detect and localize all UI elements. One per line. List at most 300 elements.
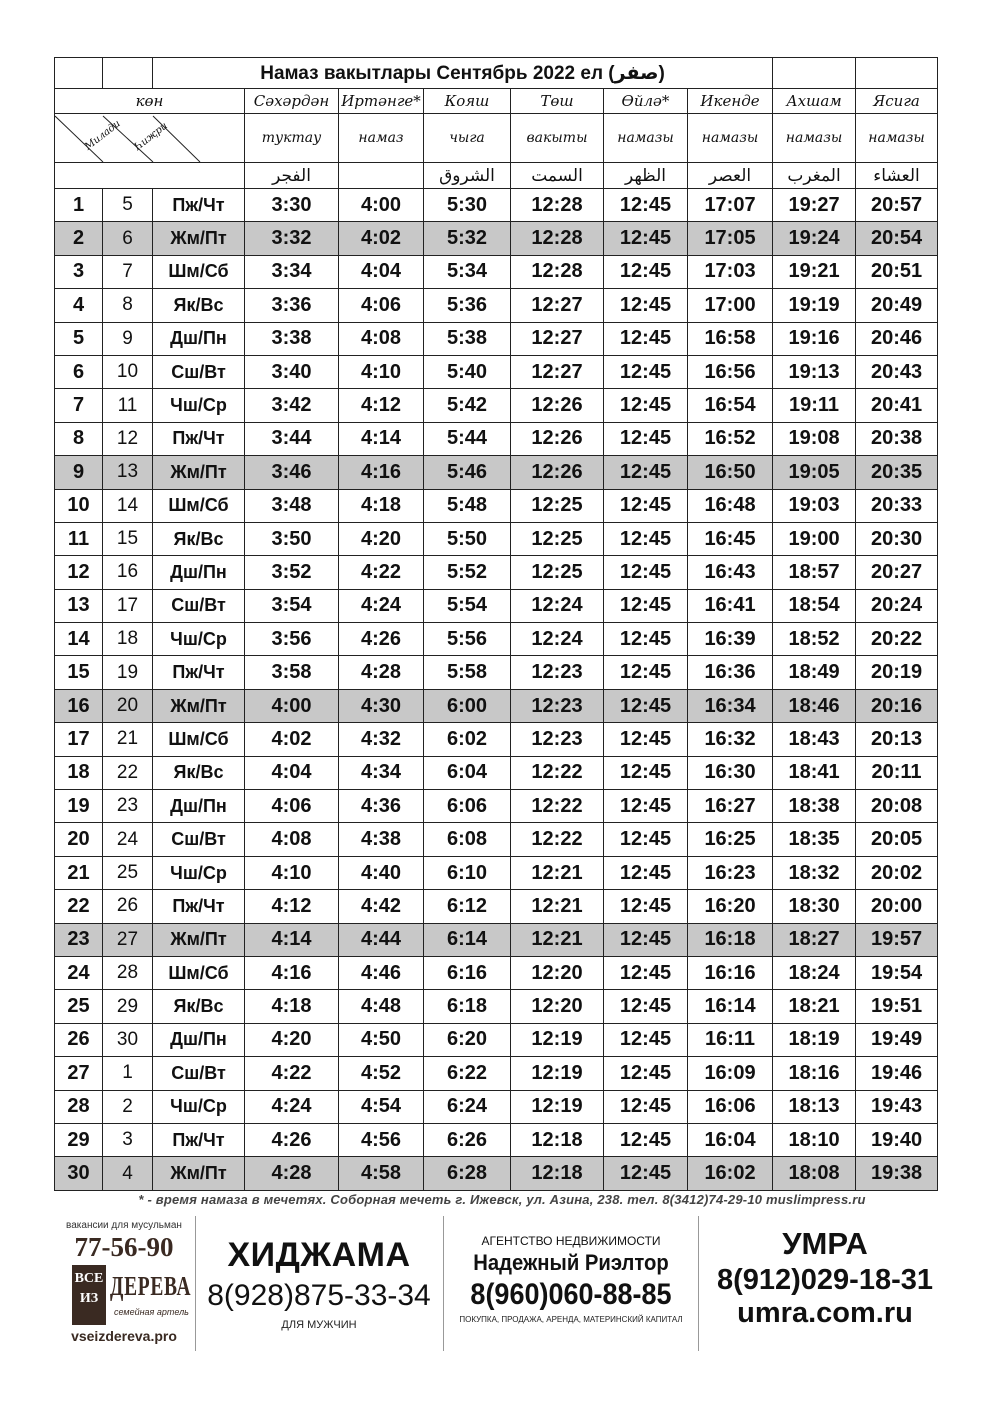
prayer-time: 20:33 bbox=[856, 489, 938, 522]
prayer-time: 18:52 bbox=[773, 623, 856, 656]
weekday: Жм/Пт bbox=[153, 689, 245, 722]
prayer-time: 16:20 bbox=[688, 890, 773, 923]
prayer-time: 5:30 bbox=[424, 189, 511, 222]
prayer-time: 12:27 bbox=[511, 289, 604, 322]
table-row bbox=[55, 689, 1000, 722]
hijri-day: 7 bbox=[103, 255, 153, 288]
prayer-time: 12:26 bbox=[511, 456, 604, 489]
vseizdereva-logo bbox=[54, 1265, 194, 1325]
prayer-time: 5:36 bbox=[424, 289, 511, 322]
prayer-time: 3:52 bbox=[245, 556, 339, 589]
prayer-time: 12:45 bbox=[604, 422, 688, 455]
table-row bbox=[55, 790, 1000, 823]
ad2-title: ХИДЖАМА bbox=[227, 1236, 411, 1274]
hijri-day: 21 bbox=[103, 723, 153, 756]
prayer-time: 16:02 bbox=[688, 1157, 773, 1190]
prayer-time: 6:18 bbox=[424, 990, 511, 1023]
prayer-time: 6:28 bbox=[424, 1157, 511, 1190]
prayer-time: 19:38 bbox=[856, 1157, 938, 1190]
hijri-day: 16 bbox=[103, 556, 153, 589]
prayer-time: 4:10 bbox=[339, 355, 424, 388]
prayer-time: 19:40 bbox=[856, 1123, 938, 1156]
col-header-name: Төш bbox=[511, 89, 604, 114]
prayer-time: 5:32 bbox=[424, 222, 511, 255]
miladi-day: 30 bbox=[55, 1157, 103, 1190]
col-header-sub: намаз bbox=[339, 114, 424, 163]
prayer-time: 6:24 bbox=[424, 1090, 511, 1123]
empty-cell bbox=[773, 58, 856, 89]
hijri-day: 18 bbox=[103, 623, 153, 656]
prayer-time: 5:42 bbox=[424, 389, 511, 422]
prayer-time: 19:08 bbox=[773, 422, 856, 455]
col-header-sub: намазы bbox=[688, 114, 773, 163]
prayer-time: 4:38 bbox=[339, 823, 424, 856]
weekday: Шм/Сб bbox=[153, 255, 245, 288]
prayer-time: 4:32 bbox=[339, 723, 424, 756]
weekday: Жм/Пт bbox=[153, 456, 245, 489]
prayer-time: 17:03 bbox=[688, 255, 773, 288]
prayer-time: 18:21 bbox=[773, 990, 856, 1023]
weekday: Сш/Вт bbox=[153, 1057, 245, 1090]
hijri-day: 9 bbox=[103, 322, 153, 355]
prayer-time: 12:23 bbox=[511, 723, 604, 756]
prayer-time: 3:48 bbox=[245, 489, 339, 522]
table-row bbox=[55, 589, 1000, 622]
prayer-time: 18:46 bbox=[773, 689, 856, 722]
prayer-time: 18:24 bbox=[773, 956, 856, 989]
prayer-time: 16:45 bbox=[688, 522, 773, 555]
table-row bbox=[55, 255, 1000, 288]
prayer-time: 4:24 bbox=[339, 589, 424, 622]
miladi-day: 2 bbox=[55, 222, 103, 255]
weekday: Дш/Пн bbox=[153, 1023, 245, 1056]
calendar-type-header bbox=[55, 114, 245, 163]
prayer-time: 4:04 bbox=[339, 255, 424, 288]
col-header-name: Ахшам bbox=[773, 89, 856, 114]
table-row bbox=[55, 656, 1000, 689]
prayer-time: 4:22 bbox=[339, 556, 424, 589]
prayer-time: 12:45 bbox=[604, 623, 688, 656]
table-row bbox=[55, 856, 1000, 889]
prayer-time: 6:08 bbox=[424, 823, 511, 856]
prayer-time: 20:19 bbox=[856, 656, 938, 689]
prayer-time: 18:49 bbox=[773, 656, 856, 689]
prayer-time: 6:12 bbox=[424, 890, 511, 923]
prayer-time: 16:32 bbox=[688, 723, 773, 756]
hijri-day: 12 bbox=[103, 422, 153, 455]
ad1-site: vseizdereva.pro bbox=[71, 1328, 177, 1344]
table-title: Намаз вакытлары Сентябрь 2022 ел (صفر) bbox=[153, 58, 773, 89]
table-row bbox=[55, 189, 1000, 222]
prayer-time: 6:04 bbox=[424, 756, 511, 789]
weekday: Як/Вс bbox=[153, 990, 245, 1023]
prayer-time: 4:46 bbox=[339, 956, 424, 989]
prayer-time: 12:45 bbox=[604, 189, 688, 222]
table-row bbox=[55, 456, 1000, 489]
prayer-time: 12:45 bbox=[604, 1157, 688, 1190]
table-row bbox=[55, 556, 1000, 589]
prayer-time: 19:24 bbox=[773, 222, 856, 255]
miladi-day: 29 bbox=[55, 1123, 103, 1156]
prayer-time: 5:48 bbox=[424, 489, 511, 522]
prayer-time: 12:45 bbox=[604, 756, 688, 789]
empty-cell bbox=[55, 163, 245, 189]
prayer-time: 4:20 bbox=[245, 1023, 339, 1056]
prayer-time: 12:45 bbox=[604, 1057, 688, 1090]
ad3-agency: АГЕНТСТВО НЕДВИЖИМОСТИ bbox=[481, 1234, 661, 1248]
prayer-time: 12:45 bbox=[604, 589, 688, 622]
weekday: Жм/Пт bbox=[153, 1157, 245, 1190]
weekday: Пж/Чт bbox=[153, 1123, 245, 1156]
prayer-time: 16:54 bbox=[688, 389, 773, 422]
ad1-vacancy-text: вакансии для мусульман bbox=[66, 1220, 182, 1231]
prayer-time: 5:40 bbox=[424, 355, 511, 388]
prayer-time: 20:02 bbox=[856, 856, 938, 889]
weekday: Чш/Ср bbox=[153, 856, 245, 889]
prayer-time: 18:19 bbox=[773, 1023, 856, 1056]
prayer-time: 12:27 bbox=[511, 355, 604, 388]
weekday: Сш/Вт bbox=[153, 589, 245, 622]
miladi-day: 11 bbox=[55, 522, 103, 555]
miladi-day: 23 bbox=[55, 923, 103, 956]
prayer-time: 12:45 bbox=[604, 1090, 688, 1123]
prayer-time: 12:19 bbox=[511, 1057, 604, 1090]
prayer-time: 5:38 bbox=[424, 322, 511, 355]
prayer-time: 16:34 bbox=[688, 689, 773, 722]
miladi-day: 20 bbox=[55, 823, 103, 856]
prayer-time: 12:28 bbox=[511, 189, 604, 222]
prayer-time: 3:30 bbox=[245, 189, 339, 222]
hijri-day: 22 bbox=[103, 756, 153, 789]
table-row bbox=[55, 1057, 1000, 1090]
ad2-phone: 8(928)875-33-34 bbox=[207, 1279, 431, 1312]
table-row bbox=[55, 522, 1000, 555]
prayer-time: 16:27 bbox=[688, 790, 773, 823]
prayer-time: 12:26 bbox=[511, 422, 604, 455]
weekday: Шм/Сб bbox=[153, 956, 245, 989]
prayer-time: 12:45 bbox=[604, 355, 688, 388]
prayer-time: 20:51 bbox=[856, 255, 938, 288]
prayer-time: 4:22 bbox=[245, 1057, 339, 1090]
prayer-time: 16:39 bbox=[688, 623, 773, 656]
prayer-time: 4:18 bbox=[339, 489, 424, 522]
hijri-day: 11 bbox=[103, 389, 153, 422]
table-row bbox=[55, 1123, 1000, 1156]
ad-vseizdereva bbox=[54, 1216, 194, 1351]
empty-cell bbox=[55, 58, 103, 89]
prayer-time: 12:18 bbox=[511, 1123, 604, 1156]
hijri-day: 3 bbox=[103, 1123, 153, 1156]
prayer-time: 18:35 bbox=[773, 823, 856, 856]
prayer-time: 19:51 bbox=[856, 990, 938, 1023]
hijri-label: Һиҗри bbox=[133, 120, 170, 153]
prayer-time: 12:21 bbox=[511, 890, 604, 923]
table-row bbox=[55, 1090, 1000, 1123]
prayer-time: 3:42 bbox=[245, 389, 339, 422]
col-header-arabic: المغرب bbox=[773, 163, 856, 189]
hijri-day: 14 bbox=[103, 489, 153, 522]
prayer-time: 18:30 bbox=[773, 890, 856, 923]
prayer-time: 12:27 bbox=[511, 322, 604, 355]
prayer-time: 12:28 bbox=[511, 222, 604, 255]
prayer-time: 12:22 bbox=[511, 790, 604, 823]
col-header-arabic: الفجر bbox=[245, 163, 339, 189]
miladi-day: 13 bbox=[55, 589, 103, 622]
weekday: Дш/Пн bbox=[153, 322, 245, 355]
table-row bbox=[55, 355, 1000, 388]
prayer-time: 12:45 bbox=[604, 522, 688, 555]
miladi-day: 18 bbox=[55, 756, 103, 789]
hijri-day: 29 bbox=[103, 990, 153, 1023]
prayer-time: 12:24 bbox=[511, 589, 604, 622]
prayer-time: 12:28 bbox=[511, 255, 604, 288]
weekday: Чш/Ср bbox=[153, 389, 245, 422]
miladi-day: 17 bbox=[55, 723, 103, 756]
prayer-time: 16:23 bbox=[688, 856, 773, 889]
ad4-title: УМРА bbox=[782, 1226, 868, 1261]
prayer-time: 12:45 bbox=[604, 689, 688, 722]
miladi-day: 28 bbox=[55, 1090, 103, 1123]
prayer-time: 12:45 bbox=[604, 723, 688, 756]
prayer-time: 4:56 bbox=[339, 1123, 424, 1156]
prayer-time: 3:32 bbox=[245, 222, 339, 255]
prayer-time: 18:43 bbox=[773, 723, 856, 756]
prayer-time: 19:49 bbox=[856, 1023, 938, 1056]
ad3-name: Надежный Риэлтор bbox=[473, 1250, 669, 1275]
miladi-day: 1 bbox=[55, 189, 103, 222]
col-header-sub: вакыты bbox=[511, 114, 604, 163]
prayer-time: 12:23 bbox=[511, 656, 604, 689]
col-header-arabic bbox=[339, 163, 424, 189]
prayer-time: 5:46 bbox=[424, 456, 511, 489]
prayer-time: 18:54 bbox=[773, 589, 856, 622]
prayer-time: 12:45 bbox=[604, 389, 688, 422]
prayer-time: 19:16 bbox=[773, 322, 856, 355]
col-header-arabic: الشروق bbox=[424, 163, 511, 189]
logo-mid-text: ИЗ bbox=[79, 1291, 99, 1306]
col-header-sub: намазы bbox=[856, 114, 938, 163]
weekday: Пж/Чт bbox=[153, 890, 245, 923]
hijri-day: 20 bbox=[103, 689, 153, 722]
weekday: Жм/Пт bbox=[153, 222, 245, 255]
prayer-time: 5:44 bbox=[424, 422, 511, 455]
ads-section bbox=[54, 1216, 950, 1356]
prayer-time: 16:09 bbox=[688, 1057, 773, 1090]
table-row bbox=[55, 422, 1000, 455]
prayer-time: 19:03 bbox=[773, 489, 856, 522]
weekday: Пж/Чт bbox=[153, 189, 245, 222]
prayer-time: 6:06 bbox=[424, 790, 511, 823]
prayer-time: 12:25 bbox=[511, 522, 604, 555]
col-header-arabic: الظهر bbox=[604, 163, 688, 189]
prayer-time: 20:05 bbox=[856, 823, 938, 856]
ad1-phone: 77-56-90 bbox=[74, 1232, 174, 1262]
prayer-time: 20:16 bbox=[856, 689, 938, 722]
prayer-time: 17:07 bbox=[688, 189, 773, 222]
hijri-day: 27 bbox=[103, 923, 153, 956]
weekday: Шм/Сб bbox=[153, 723, 245, 756]
prayer-time: 4:12 bbox=[339, 389, 424, 422]
prayer-time: 12:20 bbox=[511, 990, 604, 1023]
table-row bbox=[55, 322, 1000, 355]
prayer-time: 4:06 bbox=[245, 790, 339, 823]
ad-divider bbox=[443, 1216, 444, 1351]
col-header-sub: чыга bbox=[424, 114, 511, 163]
miladi-day: 25 bbox=[55, 990, 103, 1023]
prayer-time: 4:14 bbox=[339, 422, 424, 455]
prayer-time: 4:16 bbox=[245, 956, 339, 989]
col-header-sub: туктау bbox=[245, 114, 339, 163]
prayer-time: 4:44 bbox=[339, 923, 424, 956]
table-row bbox=[55, 1157, 1000, 1190]
prayer-time: 4:06 bbox=[339, 289, 424, 322]
prayer-time: 19:27 bbox=[773, 189, 856, 222]
prayer-time: 12:23 bbox=[511, 689, 604, 722]
table-row bbox=[55, 823, 1000, 856]
hijri-day: 30 bbox=[103, 1023, 153, 1056]
prayer-time: 20:38 bbox=[856, 422, 938, 455]
prayer-time: 16:18 bbox=[688, 923, 773, 956]
prayer-time: 20:13 bbox=[856, 723, 938, 756]
prayer-time: 6:16 bbox=[424, 956, 511, 989]
weekday: Сш/Вт bbox=[153, 823, 245, 856]
miladi-day: 27 bbox=[55, 1057, 103, 1090]
prayer-time: 4:18 bbox=[245, 990, 339, 1023]
hijri-day: 6 bbox=[103, 222, 153, 255]
prayer-time: 12:45 bbox=[604, 656, 688, 689]
prayer-time: 12:45 bbox=[604, 322, 688, 355]
prayer-time: 12:45 bbox=[604, 856, 688, 889]
prayer-time: 12:20 bbox=[511, 956, 604, 989]
prayer-time: 4:42 bbox=[339, 890, 424, 923]
prayer-time: 6:26 bbox=[424, 1123, 511, 1156]
prayer-time: 3:34 bbox=[245, 255, 339, 288]
table-row bbox=[55, 222, 1000, 255]
prayer-time: 19:54 bbox=[856, 956, 938, 989]
prayer-time: 18:27 bbox=[773, 923, 856, 956]
hijri-day: 17 bbox=[103, 589, 153, 622]
miladi-day: 3 bbox=[55, 255, 103, 288]
table-row bbox=[55, 389, 1000, 422]
prayer-time: 19:21 bbox=[773, 255, 856, 288]
ad3-phone: 8(960)060-88-85 bbox=[470, 1278, 672, 1311]
ad-umra bbox=[700, 1216, 950, 1351]
weekday: Пж/Чт bbox=[153, 422, 245, 455]
prayer-time: 12:22 bbox=[511, 823, 604, 856]
prayer-time: 5:56 bbox=[424, 623, 511, 656]
hijri-day: 10 bbox=[103, 355, 153, 388]
prayer-time: 12:45 bbox=[604, 823, 688, 856]
prayer-time: 16:56 bbox=[688, 355, 773, 388]
prayer-time: 16:41 bbox=[688, 589, 773, 622]
prayer-schedule-table bbox=[54, 57, 1000, 1191]
prayer-time: 6:02 bbox=[424, 723, 511, 756]
prayer-time: 3:54 bbox=[245, 589, 339, 622]
hijri-day: 8 bbox=[103, 289, 153, 322]
hijri-day: 25 bbox=[103, 856, 153, 889]
prayer-time: 18:13 bbox=[773, 1090, 856, 1123]
prayer-time: 16:30 bbox=[688, 756, 773, 789]
prayer-time: 12:26 bbox=[511, 389, 604, 422]
prayer-time: 16:14 bbox=[688, 990, 773, 1023]
prayer-time: 5:52 bbox=[424, 556, 511, 589]
col-header-name: Кояш bbox=[424, 89, 511, 114]
prayer-time: 18:57 bbox=[773, 556, 856, 589]
prayer-time: 4:26 bbox=[245, 1123, 339, 1156]
prayer-time: 20:35 bbox=[856, 456, 938, 489]
ad2-subtitle: ДЛЯ МУЖЧИН bbox=[281, 1319, 357, 1331]
prayer-time: 4:20 bbox=[339, 522, 424, 555]
prayer-time: 12:45 bbox=[604, 890, 688, 923]
hijri-day: 24 bbox=[103, 823, 153, 856]
col-header-sub: намазы bbox=[773, 114, 856, 163]
prayer-time: 12:18 bbox=[511, 1157, 604, 1190]
prayer-time: 5:58 bbox=[424, 656, 511, 689]
prayer-time: 6:10 bbox=[424, 856, 511, 889]
prayer-time: 20:41 bbox=[856, 389, 938, 422]
prayer-time: 20:08 bbox=[856, 790, 938, 823]
prayer-time: 4:28 bbox=[245, 1157, 339, 1190]
prayer-time: 17:00 bbox=[688, 289, 773, 322]
prayer-time: 20:22 bbox=[856, 623, 938, 656]
hijri-day: 28 bbox=[103, 956, 153, 989]
prayer-time: 4:58 bbox=[339, 1157, 424, 1190]
prayer-time: 4:00 bbox=[245, 689, 339, 722]
prayer-time: 4:26 bbox=[339, 623, 424, 656]
prayer-time: 16:04 bbox=[688, 1123, 773, 1156]
prayer-time: 4:14 bbox=[245, 923, 339, 956]
prayer-time: 12:45 bbox=[604, 1123, 688, 1156]
miladi-day: 5 bbox=[55, 322, 103, 355]
prayer-time: 4:16 bbox=[339, 456, 424, 489]
prayer-time: 4:28 bbox=[339, 656, 424, 689]
col-header-name: Икенде bbox=[688, 89, 773, 114]
prayer-time: 3:46 bbox=[245, 456, 339, 489]
hijri-day: 23 bbox=[103, 790, 153, 823]
prayer-time: 12:21 bbox=[511, 856, 604, 889]
miladi-day: 21 bbox=[55, 856, 103, 889]
miladi-day: 24 bbox=[55, 956, 103, 989]
logo-word: ДЕРЕВА bbox=[110, 1271, 192, 1301]
prayer-time: 4:34 bbox=[339, 756, 424, 789]
miladi-day: 10 bbox=[55, 489, 103, 522]
hijri-day: 19 bbox=[103, 656, 153, 689]
col-header-sub: намазы bbox=[604, 114, 688, 163]
prayer-time: 12:24 bbox=[511, 623, 604, 656]
prayer-time: 12:25 bbox=[511, 489, 604, 522]
prayer-time: 20:11 bbox=[856, 756, 938, 789]
prayer-time: 3:36 bbox=[245, 289, 339, 322]
prayer-time: 18:08 bbox=[773, 1157, 856, 1190]
table-row bbox=[55, 1023, 1000, 1056]
prayer-time: 16:06 bbox=[688, 1090, 773, 1123]
miladi-day: 26 bbox=[55, 1023, 103, 1056]
hijri-day: 1 bbox=[103, 1057, 153, 1090]
ad4-site: umra.com.ru bbox=[737, 1297, 913, 1329]
miladi-day: 6 bbox=[55, 355, 103, 388]
miladi-day: 16 bbox=[55, 689, 103, 722]
prayer-time: 12:21 bbox=[511, 923, 604, 956]
weekday: Шм/Сб bbox=[153, 489, 245, 522]
weekday: Жм/Пт bbox=[153, 923, 245, 956]
prayer-time: 18:38 bbox=[773, 790, 856, 823]
table-row bbox=[55, 990, 1000, 1023]
miladi-day: 8 bbox=[55, 422, 103, 455]
prayer-time: 5:54 bbox=[424, 589, 511, 622]
prayer-time: 16:52 bbox=[688, 422, 773, 455]
hijri-day: 15 bbox=[103, 522, 153, 555]
prayer-time: 3:38 bbox=[245, 322, 339, 355]
